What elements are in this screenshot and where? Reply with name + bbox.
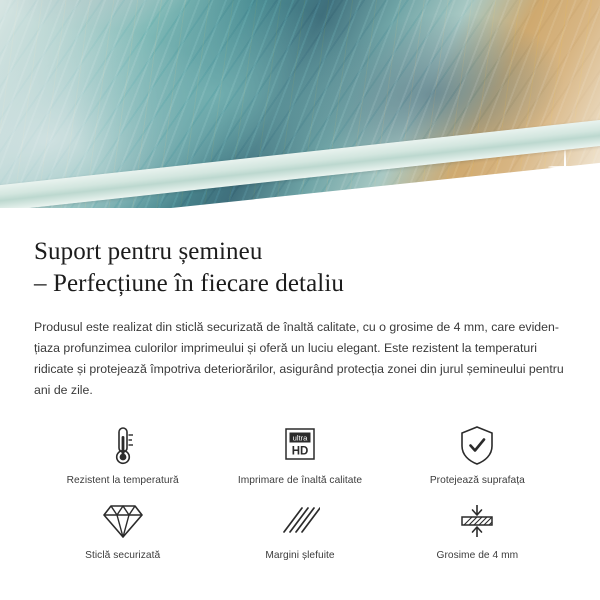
feature-item-polished-edges: [211, 498, 388, 561]
description-paragraph: Produsul este realizat din sticlă securizată de înaltă calitate, cu o grosime de 4 mm, care eviden-țiaza profunzimea culorilor imprimeului și oferă un luciu elegant. Este rezistent la temperaturi ridicate și protejează împotriva deteriorărilor, asigurând protecția zonei din jurul șemineului pentru ani de zile.: [34, 320, 564, 397]
page-title-line-2: – Perfecțiune în fiecare detaliu: [34, 270, 344, 297]
feature-label: Margini șlefuite: [265, 550, 335, 561]
feature-item-temperature: [34, 423, 211, 486]
feature-item-tempered-glass: [34, 498, 211, 561]
shield-check-icon: [457, 423, 497, 469]
hero-bottom-fade: [0, 208, 600, 222]
diamond-icon: [101, 498, 145, 544]
feature-label: Protejează suprafața: [429, 475, 525, 486]
feature-label: Sticlă securizată: [85, 550, 161, 561]
feature-label: Grosime de 4 mm: [436, 550, 519, 561]
page-title: [34, 236, 566, 300]
content-area: [0, 236, 600, 561]
ultra-hd-icon: [279, 423, 321, 469]
hd-badge-text: HD: [291, 445, 309, 458]
sparkle-icon: [520, 176, 542, 198]
page-title-line-1: Suport pentru șemineu: [34, 238, 263, 265]
polished-edges-icon: [280, 498, 320, 544]
hero-image: [0, 0, 600, 222]
ultra-badge-text: ultra: [292, 433, 308, 443]
feature-label: Imprimare de înaltă calitate: [237, 475, 363, 486]
feature-item-thickness: [389, 498, 566, 561]
thickness-4mm-icon: [454, 498, 500, 544]
feature-grid: [34, 423, 566, 561]
thermometer-icon: [107, 423, 139, 469]
feature-item-print-quality: [211, 423, 388, 486]
feature-label: Rezistent la temperatură: [66, 475, 179, 486]
feature-item-surface-protection: [389, 423, 566, 486]
